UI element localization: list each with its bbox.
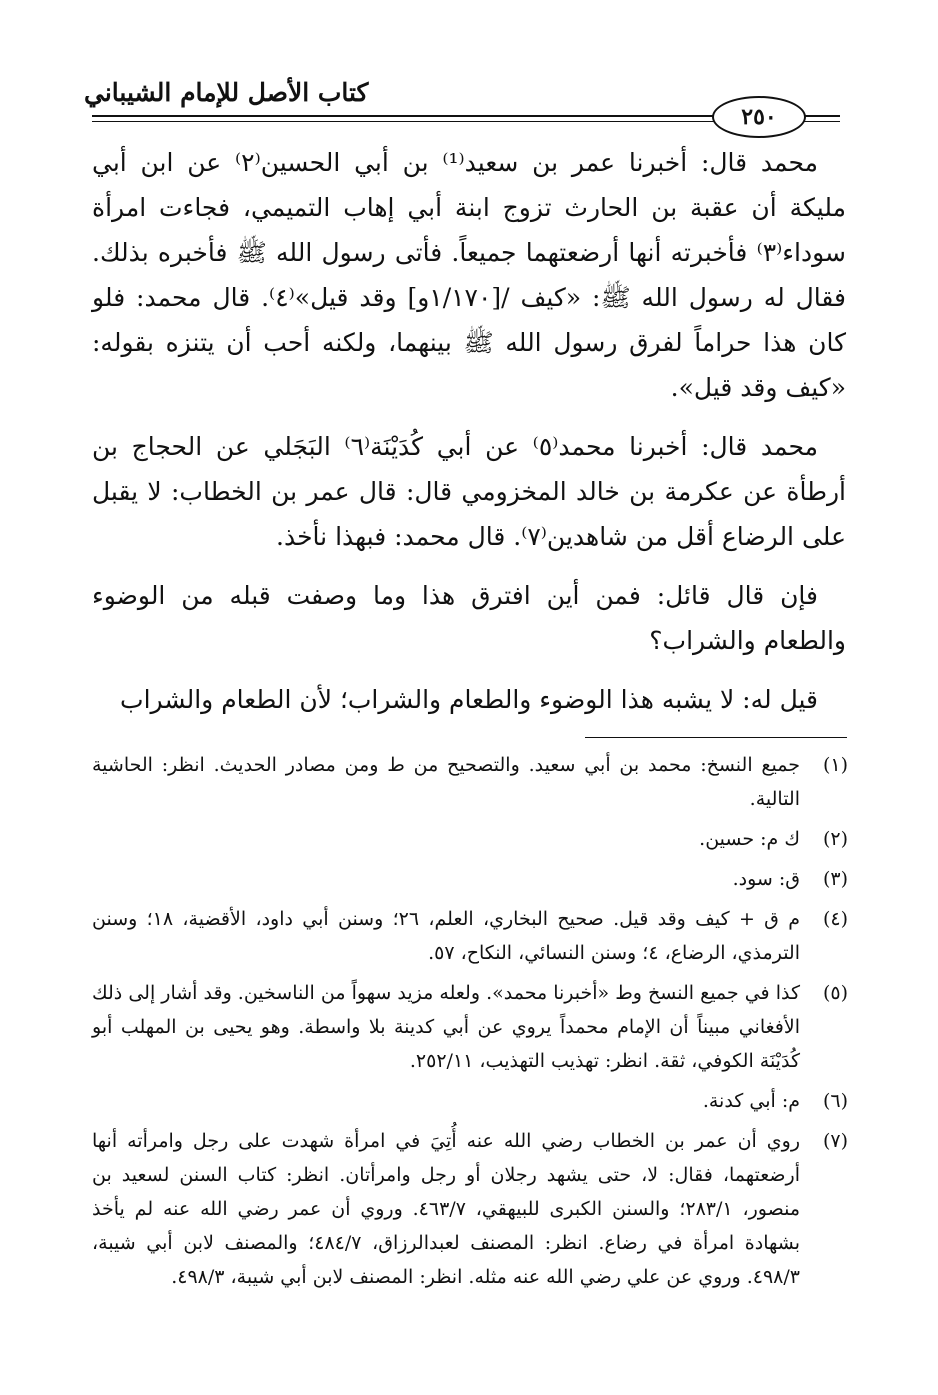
paragraph: محمد قال: أخبرنا عمر بن سعيد⁽¹⁾ بن أبي الحسين⁽٢⁾ عن ابن أبي مليكة أن عقبة بن الحارث تزوج ابنة أبي إهاب التميمي، فجاءت امرأة سوداء⁽٣⁾ فأخبرته أنها أرضعتهما جميعاً. فأتى رسول الله ﷺ فأخبره بذلك. فقال له رسول الله ﷺ: «كيف /[١/١٧٠و] وقد قيل»⁽٤⁾. قال محمد: فلو كان هذا حراماً لفرق رسول الله ﷺ بينهما، ولكنه أحب أن يتنزه بقوله: «كيف وقد قيل». <box>92 148 846 402</box>
footnote-separator <box>585 737 847 738</box>
footnote-number: (٢) <box>822 828 848 850</box>
footnote-text: ق: سود. <box>732 868 800 890</box>
footnote-text: م ق + كيف وقد قيل. صحيح البخاري، العلم، ٢٦؛ وسنن أبي داود، الأقضية، ١٨؛ وسنن الترمذي، الرضاع، ٤؛ وسنن النسائي، النكاح، ٥٧. <box>92 908 801 964</box>
footnote <box>92 1124 848 1294</box>
footnote <box>92 862 848 896</box>
footnotes <box>92 748 848 1300</box>
footnote-number: (٧) <box>822 1130 848 1152</box>
footnote <box>92 1084 848 1118</box>
paragraph: محمد قال: أخبرنا محمد⁽٥⁾ عن أبي كُدَيْنَة⁽٦⁾ البَجَلي عن الحجاج بن أرطأة عن عكرمة بن خالد المخزومي قال: قال عمر بن الخطاب: لا يقبل على الرضاع أقل من شاهدين⁽٧⁾. قال محمد: فبهذا نأخذ. <box>92 432 846 551</box>
footnote <box>92 822 848 856</box>
footnote <box>92 748 848 816</box>
running-header-title: كتاب الأصل للإمام الشيباني <box>84 78 369 107</box>
footnote-text: كذا في جميع النسخ وط «أخبرنا محمد». ولعله مزيد سهواً من الناسخين. وقد أشار إلى ذلك الأفغاني مبيناً أن الإمام محمداً يروي عن أبي كدينة بلا واسطة. وهو يحيى بن المهلب أبو كُدَيْنَة الكوفي، ثقة. انظر: تهذيب التهذيب، ٢٥٢/١١. <box>92 982 800 1072</box>
paragraph: قيل له: لا يشبه هذا الوضوء والطعام والشراب؛ لأن الطعام والشراب <box>120 685 818 714</box>
footnote <box>92 976 848 1078</box>
main-text <box>92 140 846 736</box>
footnote <box>92 902 848 970</box>
footnote-text: روي أن عمر بن الخطاب رضي الله عنه أُتِيَ في امرأة شهدت على رجل وامرأته أنها أرضعتهما، فقال: لا، حتى يشهد رجلان أو رجل وامرأتان. انظر: كتاب السنن لسعيد بن منصور، ٢٨٣/١؛ والسنن الكبرى للبيهقي، ٤٦٣/٧. وروي أن عمر رضي الله عنه لم يأخذ بشهادة امرأة في رضاع. انظر: المصنف لعبدالرزاق، ٤٨٤/٧؛ والمصنف لابن أبي شيبة، ٤٩٨/٣. وروي عن علي رضي الله عنه مثله. انظر: المصنف لابن أبي شيبة، ٤٩٨/٣. <box>92 1130 800 1288</box>
footnote-text: ك م: حسين. <box>699 828 800 850</box>
footnote-number: (٦) <box>822 1090 848 1112</box>
footnote-number: (٥) <box>822 982 848 1004</box>
paragraph: فإن قال قائل: فمن أين افترق هذا وما وصفت قبله من الوضوء والطعام والشراب؟ <box>92 581 846 655</box>
footnote-text: جميع النسخ: محمد بن أبي سعيد. والتصحيح من ط ومن مصادر الحديث. انظر: الحاشية التالية. <box>92 754 800 810</box>
footnote-number: (٤) <box>822 908 848 930</box>
footnote-number: (١) <box>822 754 848 776</box>
footnote-text: م: أبي كدنة. <box>702 1090 800 1112</box>
page-number: ٢٥٠ <box>712 96 806 138</box>
footnote-number: (٣) <box>822 868 848 890</box>
